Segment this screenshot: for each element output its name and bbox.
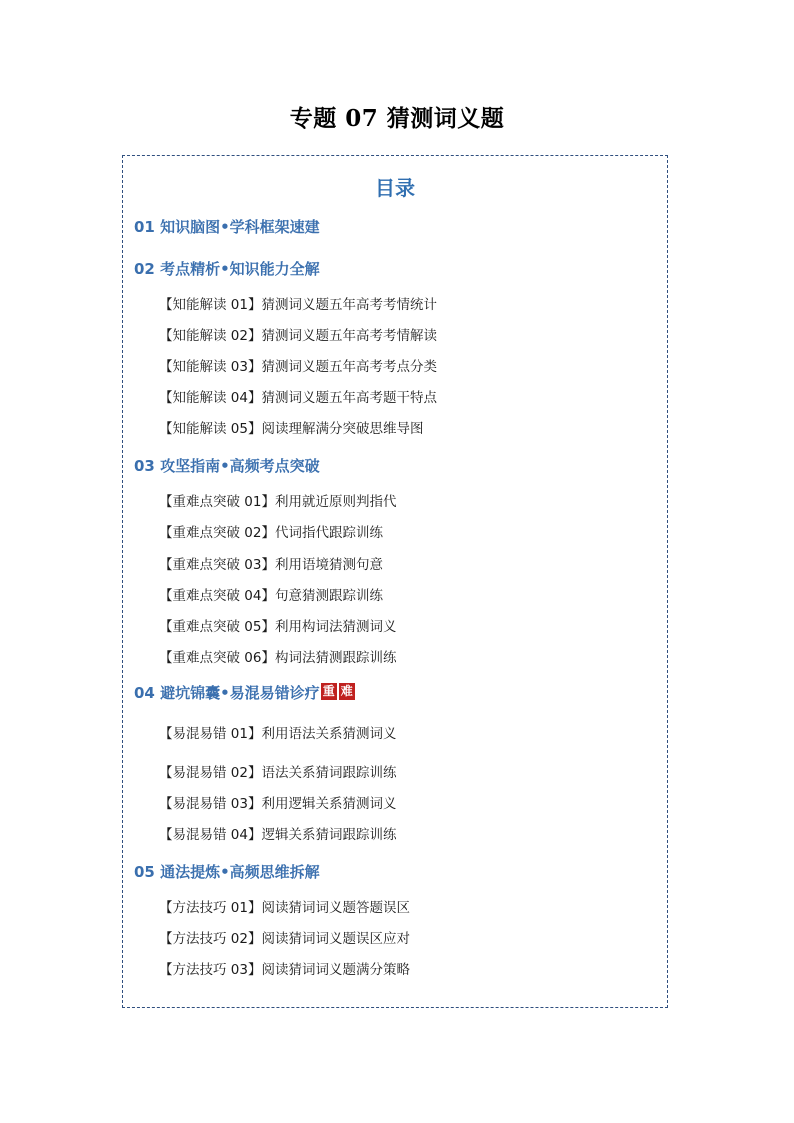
toc-section-01-heading[interactable]: 01 知识脑图•学科框架速建: [134, 218, 320, 236]
table-of-contents: [122, 155, 668, 1008]
toc-item[interactable]: 【重难点突破 01】利用就近原则判指代: [159, 494, 397, 510]
toc-item[interactable]: 【知能解读 04】猜测词义题五年高考题干特点: [159, 390, 437, 406]
toc-heading: 目录: [375, 176, 415, 200]
toc-section-03-heading[interactable]: 03 攻坚指南•高频考点突破: [134, 457, 320, 475]
toc-item[interactable]: 【重难点突破 04】句意猜测跟踪训练: [159, 588, 383, 604]
toc-section-04-heading[interactable]: [134, 682, 355, 703]
toc-item[interactable]: 【知能解读 02】猜测词义题五年高考考情解读: [159, 328, 437, 344]
toc-item[interactable]: 【重难点突破 05】利用构词法猜测词义: [159, 619, 397, 635]
toc-item[interactable]: 【重难点突破 02】代词指代跟踪训练: [159, 525, 383, 541]
toc-item[interactable]: 【方法技巧 02】阅读猜词词义题误区应对: [159, 931, 410, 947]
toc-item[interactable]: 【易混易错 03】利用逻辑关系猜测词义: [159, 796, 397, 812]
toc-item[interactable]: 【知能解读 05】阅读理解满分突破思维导图: [159, 421, 424, 437]
difficulty-badge-nan: 难: [340, 684, 353, 698]
toc-item[interactable]: 【易混易错 04】逻辑关系猜词跟踪训练: [159, 827, 397, 843]
toc-item[interactable]: 【重难点突破 03】利用语境猜测句意: [159, 557, 383, 573]
toc-item[interactable]: 【易混易错 01】利用语法关系猜测词义: [159, 726, 397, 742]
difficulty-badge-zhong: 重: [322, 684, 335, 698]
page-title: 专题 07 猜测词义题: [289, 105, 505, 132]
toc-section-05-heading[interactable]: 05 通法提炼•高频思维拆解: [134, 863, 320, 881]
toc-section-02-heading[interactable]: 02 考点精析•知识能力全解: [134, 260, 320, 278]
toc-section-04-label: 04 避坑锦囊•易混易错诊疗: [134, 684, 320, 702]
toc-item[interactable]: 【重难点突破 06】构词法猜测跟踪训练: [159, 650, 397, 666]
toc-item[interactable]: 【方法技巧 03】阅读猜词词义题满分策略: [159, 962, 410, 978]
toc-item[interactable]: 【易混易错 02】语法关系猜词跟踪训练: [159, 765, 397, 781]
toc-item[interactable]: 【知能解读 01】猜测词义题五年高考考情统计: [159, 297, 437, 313]
toc-item[interactable]: 【知能解读 03】猜测词义题五年高考考点分类: [159, 359, 437, 375]
toc-item[interactable]: 【方法技巧 01】阅读猜词词义题答题误区: [159, 900, 410, 916]
